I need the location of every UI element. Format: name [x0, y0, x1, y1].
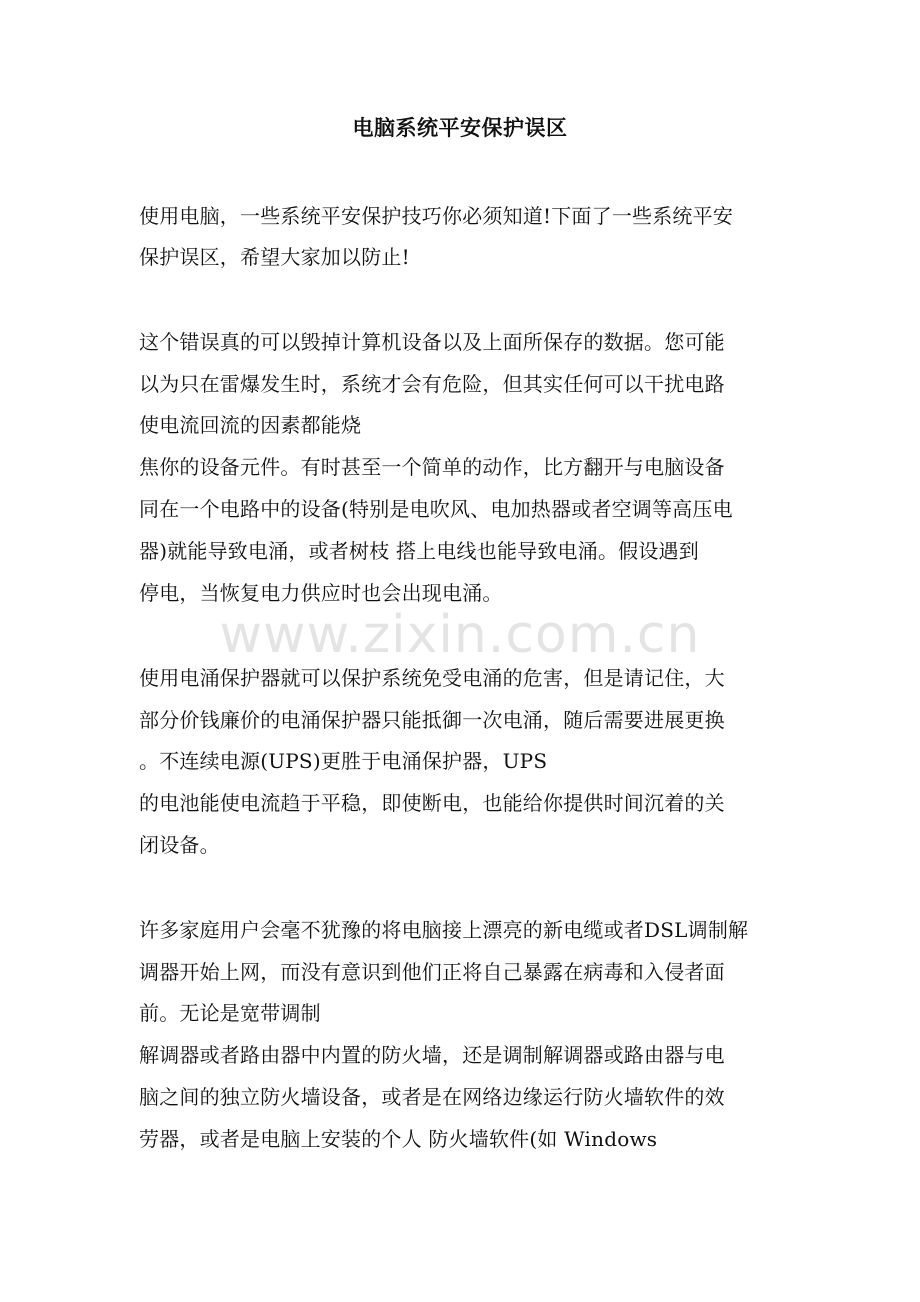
paragraph-line: 焦你的设备元件。有时甚至一个简单的动作，比方翻开与电脑设备 [139, 455, 725, 479]
paragraph-line: 使用电脑，一些系统平安保护技巧你必须知道!下面了一些系统平安 [139, 204, 734, 228]
paragraph-line: 部分价钱廉价的电涌保护器只能抵御一次电涌，随后需要进展更换 [139, 708, 725, 732]
paragraph-line: 使用电涌保护器就可以保护系统免受电涌的危害，但是请记住，大 [139, 666, 725, 690]
paragraph-line: 这个错误真的可以毁掉计算机设备以及上面所保存的数据。您可能 [139, 330, 725, 354]
paragraph-line: 前。无论是宽带调制 [139, 1001, 321, 1025]
paragraph-line: 使电流回流的因素都能烧 [139, 413, 362, 437]
paragraph-line: 许多家庭用户会毫不犹豫的将电脑接上漂亮的新电缆或者DSL调制解 [139, 918, 749, 942]
paragraph-line: 同在一个电路中的设备(特别是电吹风、电加热器或者空调等高压电 [139, 497, 733, 521]
paragraph-line: 保护误区，希望大家加以防止! [139, 245, 410, 269]
page-title: 电脑系统平安保护误区 [352, 115, 568, 140]
paragraph-line: 劳器，或者是电脑上安装的个人 防火墙软件(如 Windows [139, 1127, 658, 1151]
paragraph-line: 器)就能导致电涌，或者树枝 搭上电线也能导致电涌。假设遇到 [139, 539, 699, 563]
watermark: www.zixin.com.cn [219, 605, 701, 665]
paragraph-line: 。不连续电源(UPS)更胜于电涌保护器，UPS [139, 749, 548, 773]
paragraph-line: 的电池能使电流趋于平稳，即使断电，也能给你提供时间沉着的关 [139, 791, 725, 815]
paragraph-line: 停电，当恢复电力供应时也会出现电涌。 [139, 581, 503, 605]
paragraph-line: 闭设备。 [139, 833, 220, 857]
paragraph-line: 解调器或者路由器中内置的防火墙，还是调制解调器或路由器与电 [139, 1043, 725, 1067]
paragraph-line: 调器开始上网，而没有意识到他们正将自己暴露在病毒和入侵者面 [139, 960, 725, 984]
paragraph-line: 以为只在雷爆发生时，系统才会有危险，但其实任何可以干扰电路 [139, 372, 725, 396]
paragraph-line: 脑之间的独立防火墙设备，或者是在网络边缘运行防火墙软件的效 [139, 1085, 725, 1109]
